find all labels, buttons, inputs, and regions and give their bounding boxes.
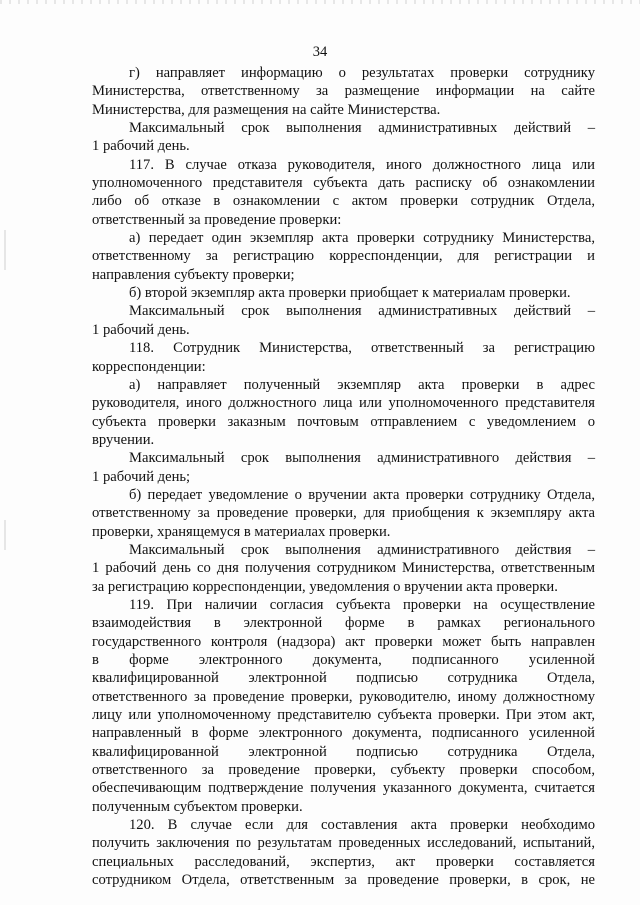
text-line: б) второй экземпляр акта проверки приобщает к материалам проверки. xyxy=(129,285,571,302)
text-line: 117. В случае отказа руководителя, иного должностного лица или xyxy=(129,156,595,173)
text-line: полученным субъектом проверки. xyxy=(92,798,303,815)
text-line: руководителя, иного должностного лица или уполномоченного представителя xyxy=(92,395,595,412)
page-number: 34 xyxy=(312,44,328,60)
text-line: получить заключения по результатам проведенных исследований, испытаний, xyxy=(92,835,595,852)
scan-left-mark xyxy=(4,230,6,270)
text-line: 119. При наличии согласия субъекта проверки на осуществление xyxy=(129,596,595,613)
scan-left-mark xyxy=(4,520,6,550)
text-line: г) направляет информацию о результатах проверки сотруднику xyxy=(129,65,595,81)
text-line: направленный в форме электронного документа, подписанного усиленной xyxy=(92,725,595,742)
text-line: обеспечивающим подтверждение получения указанного документа, считается xyxy=(92,780,595,797)
text-line: сотрудником Отдела, ответственным за проведение проверки, в срок, не xyxy=(92,872,595,889)
text-line: 118. Сотрудник Министерства, ответственный за регистрацию xyxy=(129,340,595,357)
text-line: Максимальный срок выполнения административного действия – xyxy=(129,541,595,558)
text-line: квалифицированной электронной подписью сотрудника Отдела, xyxy=(92,743,595,760)
text-line: корреспонденции: xyxy=(92,358,206,375)
text-line: за регистрацию корреспонденции, уведомления о вручении акта проверки. xyxy=(92,578,558,595)
text-line: 1 рабочий день; xyxy=(92,468,191,485)
text-line: а) передает один экземпляр акта проверки сотруднику Министерства, xyxy=(129,230,595,247)
text-line: ответственного за проведение проверки, руководителю, иному должностному xyxy=(92,688,595,705)
text-line: специальных расследований, экспертиз, акт проверки составляется xyxy=(92,853,595,870)
text-line: Министерства, ответственному за размещение информации на сайте xyxy=(92,83,595,100)
text-line: в форме электронного документа, подписанного усиленной xyxy=(92,652,595,668)
scan-top-edge xyxy=(0,0,640,4)
text-line: 1 рабочий день. xyxy=(92,321,190,338)
text-line: вручении. xyxy=(92,431,155,448)
text-line: государственного контроля (надзора) акт проверки может быть направлен xyxy=(92,633,595,650)
text-line: Максимальный срок выполнения административного действия – xyxy=(129,450,595,467)
document-body xyxy=(92,64,595,889)
text-line: ответственному за регистрацию корреспонденции, для регистрации и xyxy=(92,248,595,265)
text-line: уполномоченного представителя субъекта дать расписку об ознакомлении xyxy=(92,175,595,192)
text-line: Максимальный срок выполнения административных действий – xyxy=(129,303,595,320)
text-line: проверки, хранящемуся в материалах проверки. xyxy=(92,523,391,540)
text-line: лицу или уполномоченному представителю субъекта проверки. При этом акт, xyxy=(92,707,595,724)
text-line: ответственный за проведение проверки: xyxy=(92,211,342,228)
text-line: направления субъекту проверки; xyxy=(92,266,295,283)
text-line: а) направляет полученный экземпляр акта проверки в адрес xyxy=(129,376,595,393)
text-line: субъекта проверки заказным почтовым отправлением с уведомлением о xyxy=(92,413,595,430)
text-line: взаимодействия в электронной форме в рамках регионального xyxy=(92,615,595,632)
text-line: либо об отказе в ознакомлении с актом проверки сотрудник Отдела, xyxy=(92,193,595,210)
text-line: 120. В случае если для составления акта проверки необходимо xyxy=(129,817,595,834)
text-line: Министерства, для размещения на сайте Министерства. xyxy=(92,101,441,118)
text-line: квалифицированной электронной подписью сотрудника Отдела, xyxy=(92,670,595,687)
text-line: ответственного за проведение проверки, субъекту проверки способом, xyxy=(92,762,595,779)
text-line: б) передает уведомление о вручении акта проверки сотруднику Отдела, xyxy=(129,486,595,503)
text-line: ответственному за проведение проверки, для приобщения к экземпляру акта xyxy=(92,505,595,522)
text-line: 1 рабочий день со дня получения сотрудником Министерства, ответственным xyxy=(92,560,595,577)
text-line: 1 рабочий день. xyxy=(92,138,190,155)
text-line: Максимальный срок выполнения административных действий – xyxy=(129,120,595,137)
